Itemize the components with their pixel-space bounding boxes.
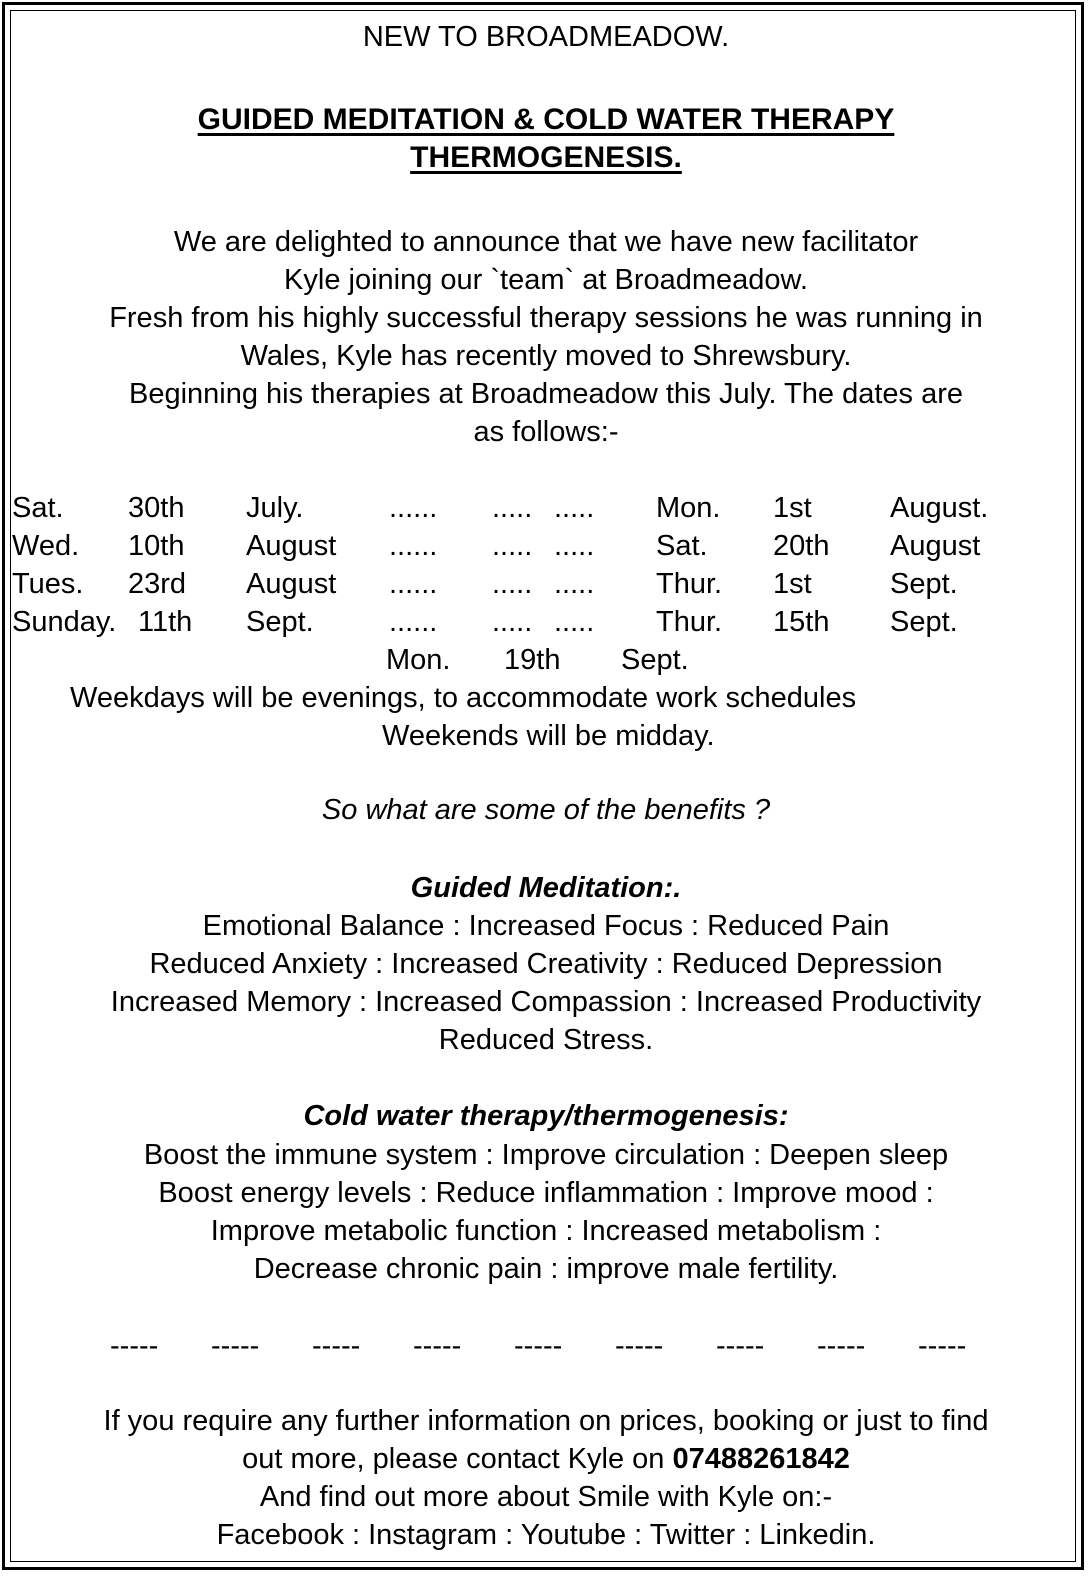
divider-dash: ----- [514, 1330, 563, 1362]
benefits-question: So what are some of the benefits ? [321, 794, 771, 826]
schedule-cell: 1st [773, 492, 812, 524]
divider-dash: ----- [817, 1330, 866, 1362]
announcement-line: as follows:- [473, 416, 619, 448]
schedule-cell: August. [890, 492, 989, 524]
schedule-cell: Sat. [12, 492, 64, 524]
schedule-cell: ..... [492, 606, 533, 638]
schedule-cell: 15th [773, 606, 830, 638]
meditation-benefit-line: Reduced Anxiety : Increased Creativity : Reduced Depression [149, 948, 943, 980]
schedule-cell: Mon. [386, 644, 451, 676]
page-title-line1: GUIDED MEDITATION & COLD WATER THERAPY [197, 103, 895, 136]
page-title-line2: THERMOGENESIS. [410, 141, 682, 174]
schedule-cell: ..... [492, 530, 533, 562]
schedule-cell: Thur. [656, 606, 723, 638]
schedule-cell: Thur. [656, 568, 723, 600]
social-links: Facebook : Instagram : Youtube : Twitter : Linkedin. [216, 1519, 876, 1551]
schedule-cell: 10th [128, 530, 185, 562]
schedule-cell: ...... [389, 530, 438, 562]
schedule-cell: Sept. [621, 644, 689, 676]
schedule-cell: Sunday. [12, 606, 117, 638]
cold-water-benefit-line: Improve metabolic function : Increased metabolism : [210, 1215, 882, 1247]
schedule-cell: Sat. [656, 530, 708, 562]
contact-phone-line [0, 1440, 1092, 1478]
intro-text: NEW TO BROADMEADOW. [362, 21, 730, 53]
divider-dash: ----- [413, 1330, 462, 1362]
weekdays-note: Weekdays will be evenings, to accommodate work schedules [70, 682, 857, 714]
cold-water-benefit-line: Boost energy levels : Reduce inflammation : Improve mood : [158, 1177, 934, 1209]
meditation-benefit-line: Increased Memory : Increased Compassion : Increased Productivity [110, 986, 982, 1018]
schedule-cell: 19th [504, 644, 561, 676]
schedule-cell: ...... [389, 492, 438, 524]
divider-dash: ----- [211, 1330, 260, 1362]
schedule-cell: Sept. [246, 606, 314, 638]
divider-dash: ----- [615, 1330, 664, 1362]
announcement-line: Kyle joining our `team` at Broadmeadow. [284, 264, 808, 296]
schedule-cell: August [890, 530, 981, 562]
contact-line: If you require any further information on prices, booking or just to find [103, 1405, 989, 1437]
divider-dash: ----- [918, 1330, 967, 1362]
schedule-cell: ..... [554, 568, 595, 600]
announcement-line: Beginning his therapies at Broadmeadow this July. The dates are [129, 378, 963, 410]
divider-dash: ----- [110, 1330, 159, 1362]
schedule-cell: 23rd [128, 568, 187, 600]
contact-text: out more, please contact Kyle on [242, 1443, 673, 1475]
schedule-cell: Mon. [656, 492, 721, 524]
cold-water-benefit-line: Decrease chronic pain : improve male fertility. [253, 1253, 839, 1285]
schedule-cell: Wed. [12, 530, 80, 562]
schedule-cell: Sept. [890, 606, 958, 638]
weekends-note: Weekends will be midday. [382, 720, 715, 752]
schedule-cell: ...... [389, 568, 438, 600]
cold-water-heading: Cold water therapy/thermogenesis: [303, 1100, 789, 1132]
schedule-cell: ...... [389, 606, 438, 638]
schedule-cell: Sept. [890, 568, 958, 600]
schedule-cell: ..... [554, 606, 595, 638]
divider-dash: ----- [312, 1330, 361, 1362]
schedule-cell: August [246, 530, 337, 562]
schedule-cell: 20th [773, 530, 830, 562]
cold-water-benefit-line: Boost the immune system : Improve circulation : Deepen sleep [143, 1139, 949, 1171]
schedule-cell: ..... [554, 492, 595, 524]
schedule-cell: July. [246, 492, 304, 524]
meditation-benefit-line: Emotional Balance : Increased Focus : Reduced Pain [202, 910, 890, 942]
schedule-cell: 11th [138, 606, 193, 638]
announcement-line: Wales, Kyle has recently moved to Shrewsbury. [240, 340, 852, 372]
schedule-cell: ..... [554, 530, 595, 562]
announcement-line: Fresh from his highly successful therapy sessions he was running in [109, 302, 983, 334]
schedule-cell: 30th [128, 492, 185, 524]
contact-line: And find out more about Smile with Kyle on:- [259, 1481, 833, 1513]
phone-number: 07488261842 [672, 1443, 850, 1475]
schedule-cell: 1st [773, 568, 812, 600]
announcement-line: We are delighted to announce that we have new facilitator [173, 226, 919, 258]
schedule-cell: ..... [492, 492, 533, 524]
divider-dash: ----- [716, 1330, 765, 1362]
schedule-cell: Tues. [12, 568, 84, 600]
schedule-cell: August [246, 568, 337, 600]
meditation-heading: Guided Meditation:. [410, 872, 682, 904]
meditation-benefit-line: Reduced Stress. [438, 1024, 654, 1056]
schedule-cell: ..... [492, 568, 533, 600]
